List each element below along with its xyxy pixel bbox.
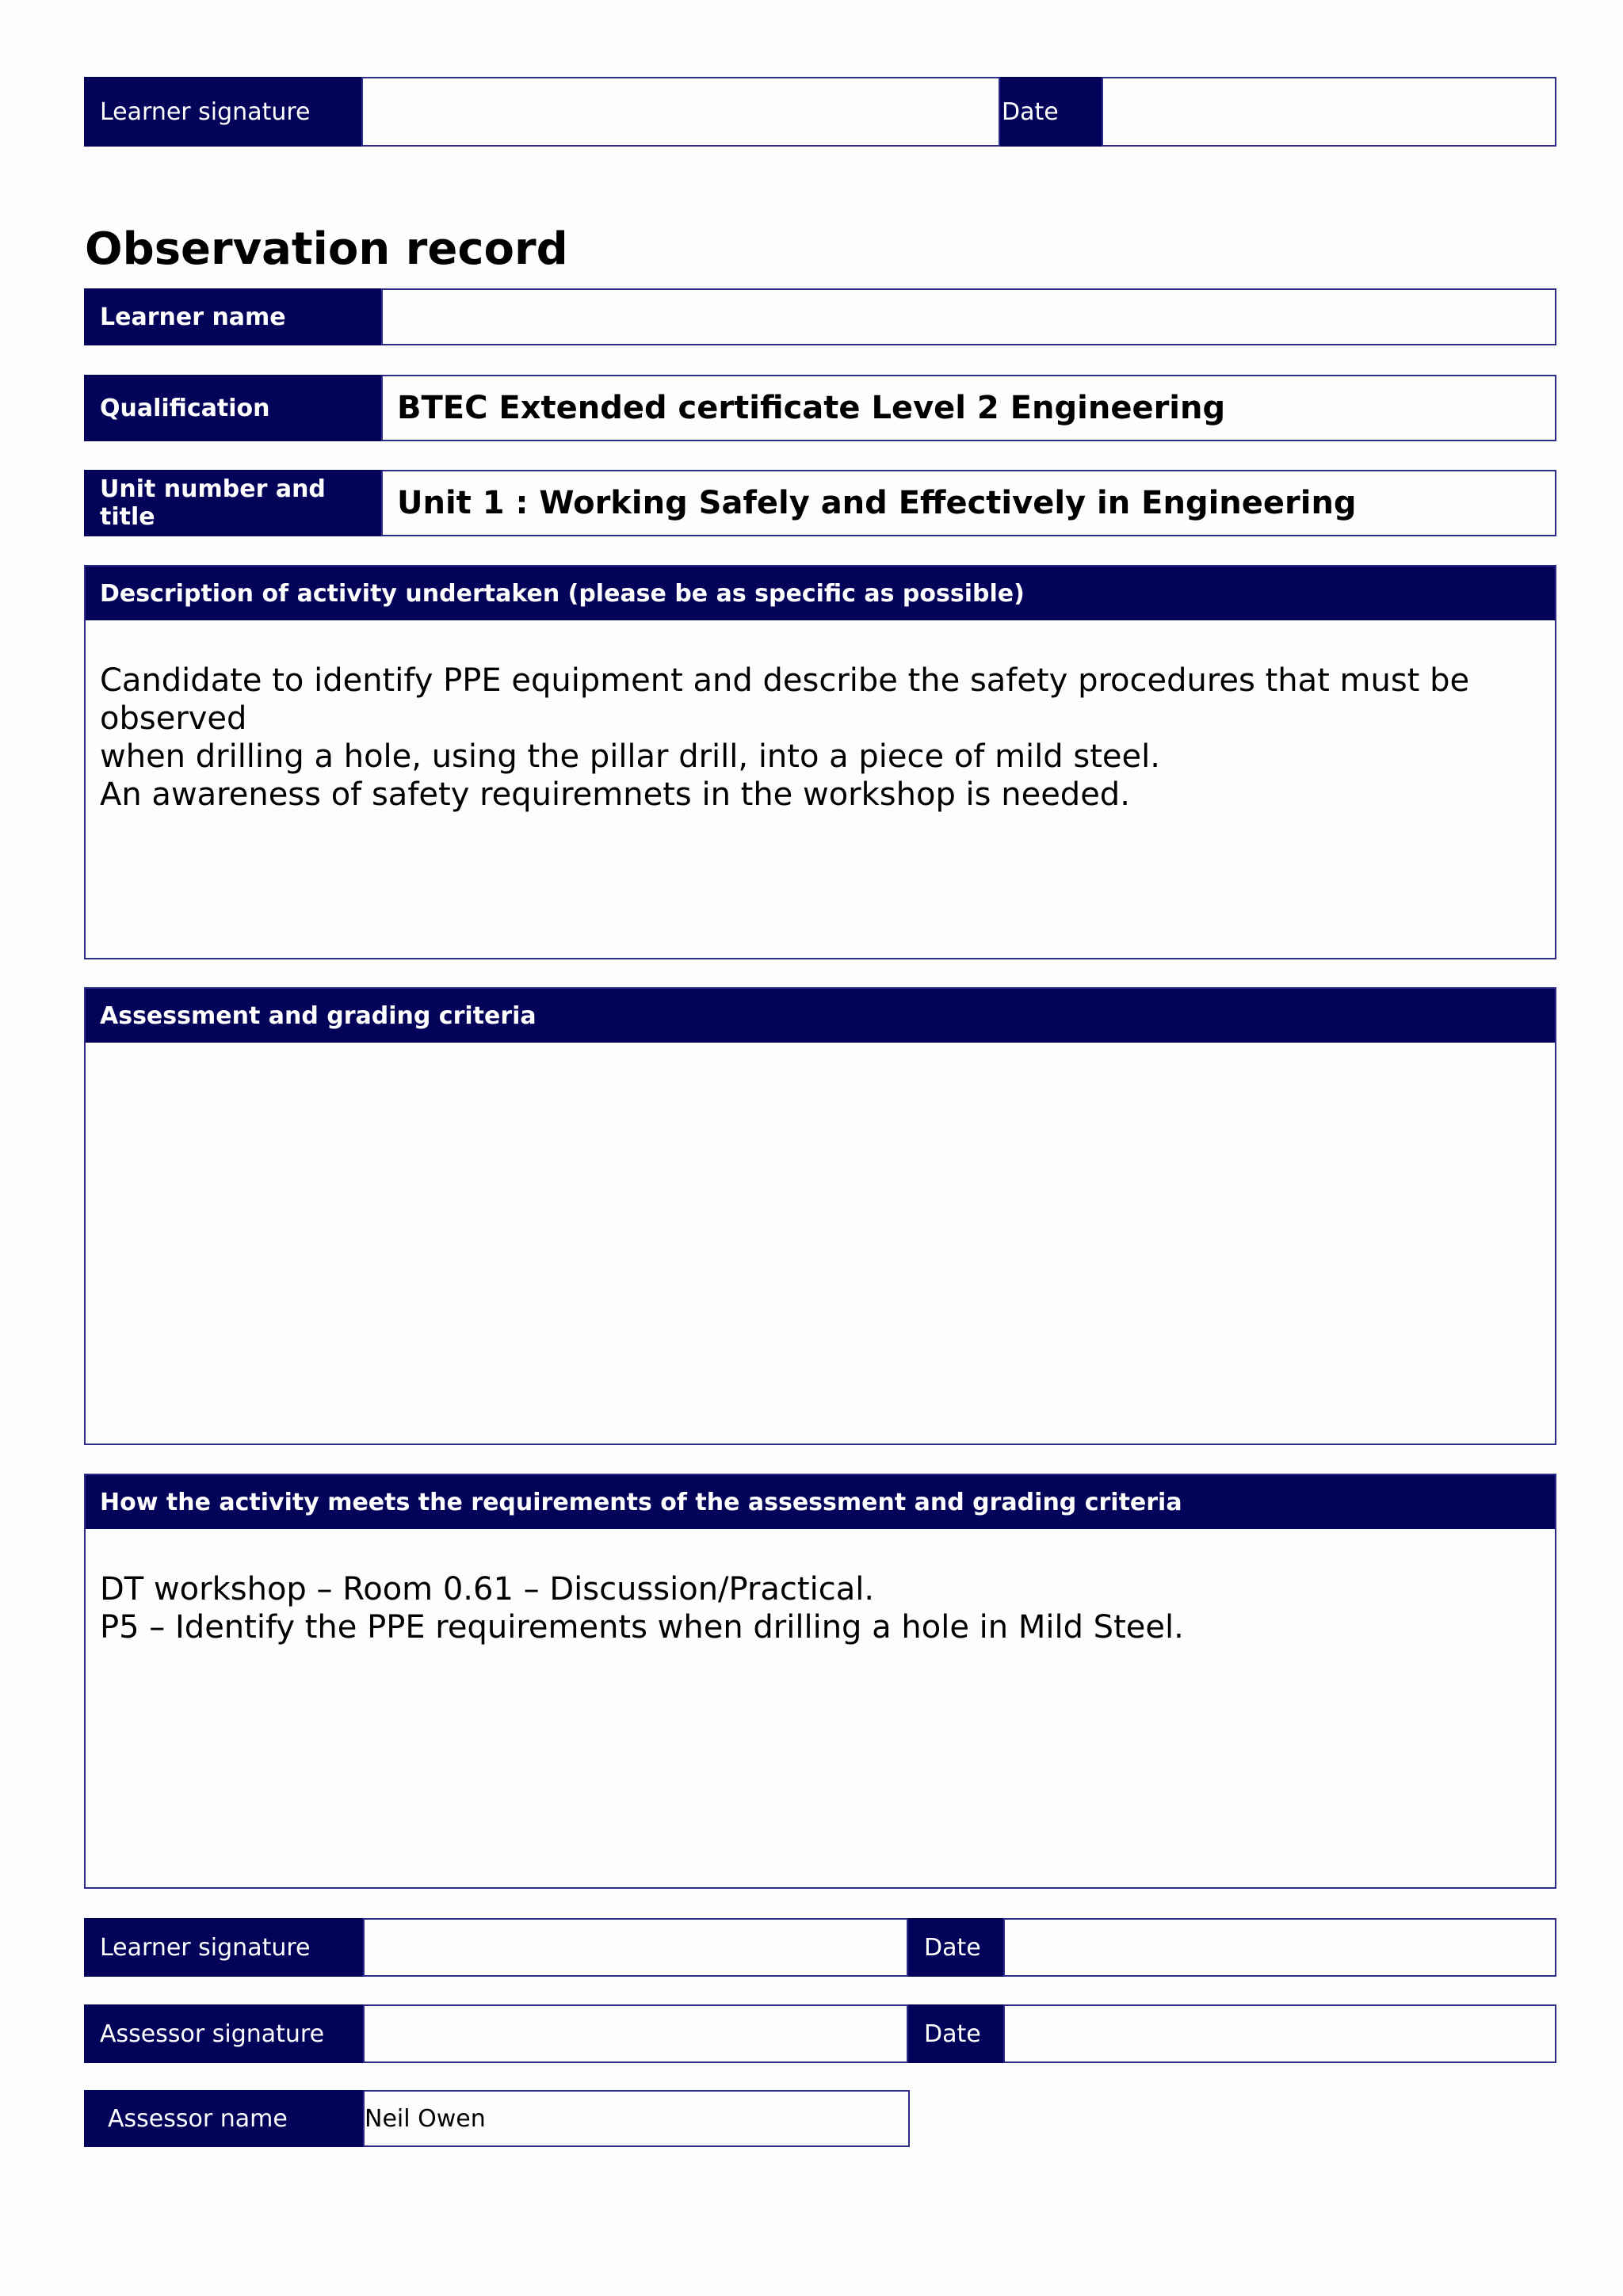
how-meets-line: P5 – Identify the PPE requirements when drilling a hole in Mild Steel.: [100, 1609, 1184, 1646]
description-line: Candidate to identify PPE equipment and describe the safety procedures that must be observed: [100, 662, 1470, 737]
unit-field[interactable]: Unit 1 : Working Safely and Effectively in Engineering: [381, 470, 1556, 536]
description-body[interactable]: [86, 620, 1555, 814]
unit-label: Unit number and title: [84, 470, 381, 536]
assessor-signature-label: Assessor signature: [84, 2004, 363, 2063]
description-line: An awareness of safety requiremnets in the workshop is needed.: [100, 776, 1130, 813]
criteria-header: Assessment and grading criteria: [86, 989, 1555, 1043]
how-meets-body[interactable]: [86, 1529, 1555, 1646]
assessor-name-field[interactable]: Neil Owen: [363, 2090, 910, 2147]
top-date-label: Date: [1000, 77, 1102, 147]
qualification-label: Qualification: [84, 375, 381, 441]
assessor-signature-field[interactable]: [363, 2004, 908, 2063]
how-meets-block: [84, 1474, 1556, 1889]
learner-name-row: [84, 288, 1556, 345]
description-block: [84, 565, 1556, 959]
criteria-body[interactable]: [86, 1043, 1555, 1084]
top-date-field[interactable]: [1102, 77, 1556, 147]
top-learner-signature-label: Learner signature: [84, 77, 361, 147]
assessor-date-label: Date: [908, 2004, 1003, 2063]
learner-name-field[interactable]: [381, 288, 1556, 345]
criteria-block: [84, 987, 1556, 1445]
bottom-learner-signature-label: Learner signature: [84, 1918, 363, 1977]
bottom-learner-date-field[interactable]: [1003, 1918, 1556, 1977]
description-header: Description of activity undertaken (please be as specific as possible): [86, 566, 1555, 620]
bottom-learner-signature-field[interactable]: [363, 1918, 908, 1977]
bottom-learner-signature-row: [84, 1918, 1556, 1977]
how-meets-header: How the activity meets the requirements of the assessment and grading criteria: [86, 1475, 1555, 1529]
learner-name-label: Learner name: [84, 288, 381, 345]
page-title: Observation record: [85, 223, 568, 275]
assessor-date-field[interactable]: [1003, 2004, 1556, 2063]
qualification-row: [84, 375, 1556, 441]
unit-row: [84, 470, 1556, 536]
assessor-name-label: Assessor name: [84, 2090, 363, 2147]
qualification-field[interactable]: BTEC Extended certificate Level 2 Engineering: [381, 375, 1556, 441]
how-meets-line: DT workshop – Room 0.61 – Discussion/Practical.: [100, 1571, 875, 1608]
assessor-signature-row: [84, 2004, 1556, 2063]
bottom-learner-date-label: Date: [908, 1918, 1003, 1977]
top-learner-signature-field[interactable]: [361, 77, 1000, 147]
top-signature-row: [84, 77, 1556, 147]
assessor-name-row: [84, 2090, 910, 2147]
description-line: when drilling a hole, using the pillar drill, into a piece of mild steel.: [100, 738, 1160, 775]
